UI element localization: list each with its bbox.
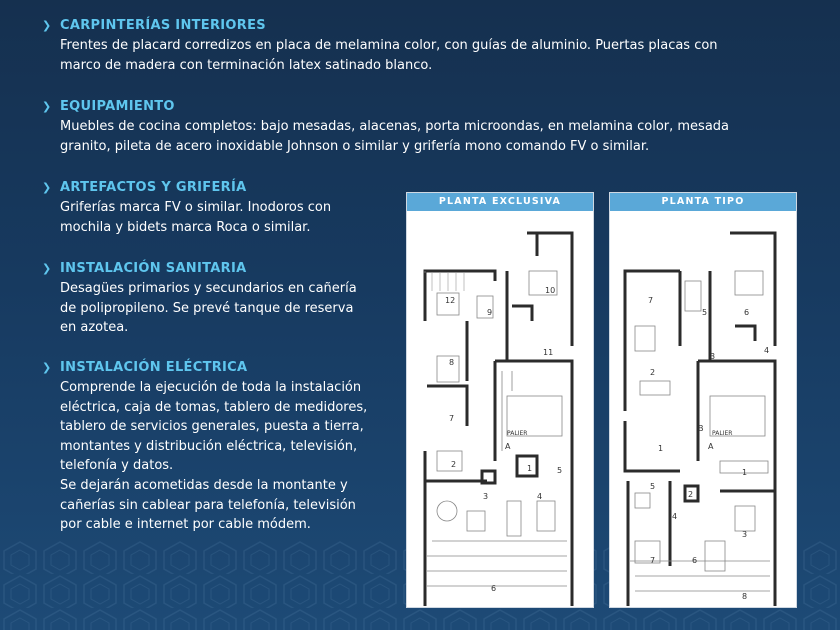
svg-text:4: 4: [537, 492, 543, 501]
svg-text:7: 7: [648, 296, 654, 305]
section-body: Comprende la ejecución de toda la instalación eléctrica, caja de tomas, tablero de medidores, tablero de servicios generales, puesta a tierra, montantes y distribución eléctrica, televisión, telefonía y datos. Se dejarán acometidas desde la montante y cañerías sin cablear para telefonía, televisión por cable e internet por cable módem.: [60, 380, 368, 533]
svg-text:8: 8: [742, 592, 748, 601]
chevron-right-icon: ❯: [42, 181, 52, 194]
landing-label: PALIER: [712, 430, 733, 437]
svg-text:5: 5: [557, 466, 563, 475]
svg-text:5: 5: [702, 308, 708, 317]
floor-plan-drawing: [610, 211, 796, 607]
svg-text:12: 12: [445, 296, 456, 305]
plan-title: PLANTA EXCLUSIVA: [407, 193, 593, 211]
section-title: CARPINTERÍAS INTERIORES: [60, 18, 266, 33]
marker-a: A: [708, 442, 714, 451]
section-title: INSTALACIÓN SANITARIA: [60, 261, 247, 276]
marker-a: A: [505, 442, 511, 451]
svg-text:3: 3: [710, 352, 716, 361]
section-electrica: [42, 360, 367, 535]
svg-text:6: 6: [744, 308, 750, 317]
section-carpinterias: [42, 18, 718, 75]
svg-text:2: 2: [688, 490, 694, 499]
svg-text:2: 2: [650, 368, 656, 377]
section-body: Muebles de cocina completos: bajo mesadas, alacenas, porta microondas, en melamina color, mesada granito, pileta de acero inoxidable Johnson o similar y grifería mono comando FV o similar.: [60, 119, 730, 154]
svg-text:3: 3: [483, 492, 489, 501]
svg-text:7: 7: [449, 414, 455, 423]
svg-text:9: 9: [487, 308, 493, 317]
svg-text:3: 3: [742, 530, 748, 539]
svg-text:8: 8: [449, 358, 455, 367]
svg-text:6: 6: [692, 556, 698, 565]
chevron-right-icon: ❯: [42, 100, 52, 113]
section-sanitaria: [42, 261, 357, 338]
chevron-right-icon: ❯: [42, 19, 52, 32]
section-artefactos: [42, 180, 331, 237]
chevron-right-icon: ❯: [42, 361, 52, 374]
svg-text:6: 6: [491, 584, 497, 593]
svg-text:2: 2: [451, 460, 457, 469]
floor-plan-tipo: [610, 193, 796, 607]
section-equipamiento: [42, 99, 729, 156]
floor-plan-exclusiva: [407, 193, 593, 607]
section-title: EQUIPAMIENTO: [60, 99, 175, 114]
section-title: INSTALACIÓN ELÉCTRICA: [60, 360, 248, 375]
section-title: ARTEFACTOS Y GRIFERÍA: [60, 180, 247, 195]
section-body: Frentes de placard corredizos en placa de melamina color, con guías de aluminio. Puertas placas con marco de madera con terminación latex satinado blanco.: [60, 38, 718, 73]
section-body: Desagües primarios y secundarios en cañería de polipropileno. Se prevé tanque de reserva en azotea.: [60, 281, 357, 336]
chevron-right-icon: ❯: [42, 262, 52, 275]
svg-text:11: 11: [543, 348, 554, 357]
marker-b: B: [698, 424, 704, 433]
svg-text:1: 1: [742, 468, 748, 477]
svg-text:1: 1: [527, 464, 533, 473]
svg-text:5: 5: [650, 482, 656, 491]
plan-title: PLANTA TIPO: [610, 193, 796, 211]
svg-text:7: 7: [650, 556, 656, 565]
svg-text:10: 10: [545, 286, 556, 295]
svg-text:4: 4: [764, 346, 770, 355]
svg-text:1: 1: [658, 444, 664, 453]
svg-text:4: 4: [672, 512, 678, 521]
section-body: Griferías marca FV o similar. Inodoros con mochila y bidets marca Roca o similar.: [60, 200, 332, 235]
landing-label: PALIER: [507, 430, 528, 437]
floor-plan-drawing: [407, 211, 593, 607]
